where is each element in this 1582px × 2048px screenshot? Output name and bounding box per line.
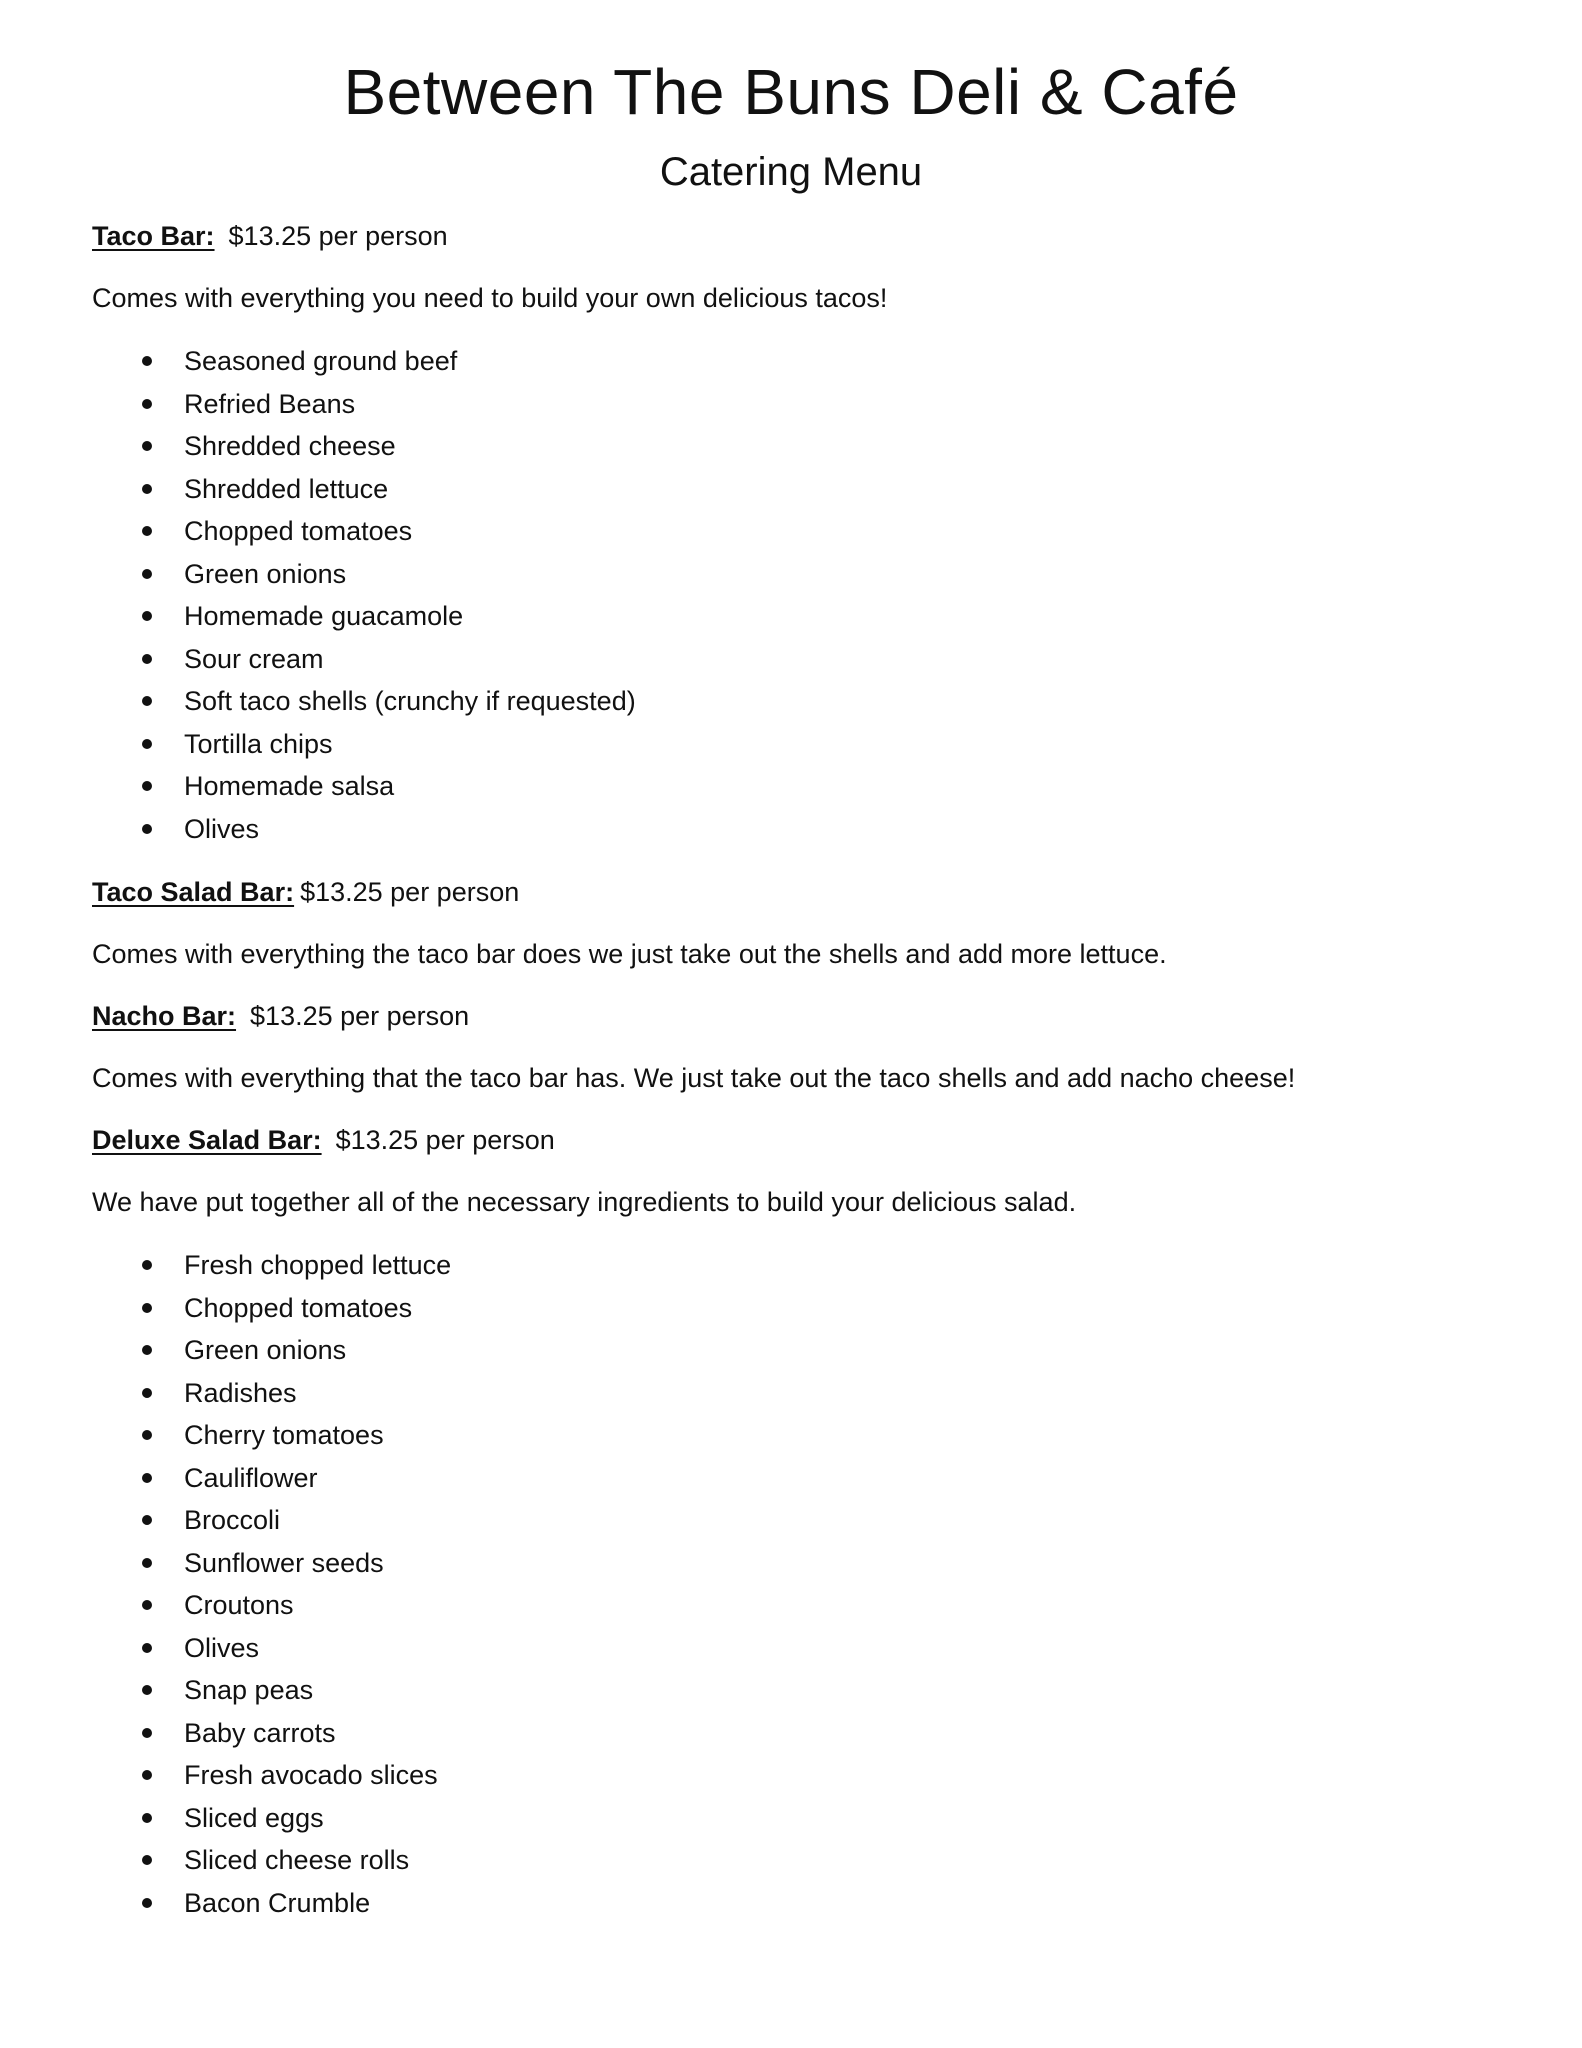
section-price: $13.25 per person	[300, 877, 520, 907]
bullet-icon	[142, 1558, 152, 1568]
bullet-icon	[142, 611, 152, 621]
list-item	[92, 1244, 1490, 1287]
list-item-label: Cherry tomatoes	[184, 1420, 384, 1450]
list-item	[92, 1839, 1490, 1882]
list-item	[92, 1542, 1490, 1585]
section-name: Nacho Bar:	[92, 1001, 237, 1031]
bullet-icon	[142, 1430, 152, 1440]
list-item-label: Green onions	[184, 558, 347, 589]
taco-bar-description: Comes with everything you need to build your own delicious tacos!	[92, 283, 888, 313]
list-item-label: Broccoli	[184, 1505, 281, 1535]
list-item-label: Shredded lettuce	[184, 473, 389, 504]
list-item	[92, 1669, 1490, 1712]
list-item	[92, 1882, 1490, 1925]
bullet-icon	[142, 696, 152, 706]
list-item-label: Olives	[184, 813, 260, 844]
bullet-icon	[142, 1515, 152, 1525]
list-item-label: Fresh chopped lettuce	[184, 1250, 452, 1280]
list-item	[92, 1457, 1490, 1500]
bullet-icon	[142, 1303, 152, 1313]
taco-salad-bar-description: Comes with everything the taco bar does we just take out the shells and add more lettuce.	[92, 939, 1167, 969]
bullet-icon	[142, 1643, 152, 1653]
bullet-icon	[142, 484, 152, 494]
list-item	[92, 468, 1490, 511]
bullet-icon	[142, 1345, 152, 1355]
bullet-icon	[142, 1260, 152, 1270]
bullet-icon	[142, 739, 152, 749]
list-item	[92, 510, 1490, 553]
bullet-icon	[142, 654, 152, 664]
list-item-label: Shredded cheese	[184, 431, 396, 461]
section-price: $13.25 per person	[335, 1125, 555, 1155]
bullet-icon	[142, 1388, 152, 1398]
bullet-icon	[142, 526, 152, 536]
list-item-label: Chopped tomatoes	[184, 516, 413, 546]
list-item-label: Homemade guacamole	[184, 601, 464, 631]
list-item	[92, 1372, 1490, 1415]
list-item-label: Tortilla chips	[184, 728, 333, 759]
list-item-label: Seasoned ground beef	[184, 346, 458, 376]
bullet-icon	[142, 441, 152, 451]
list-item	[92, 1584, 1490, 1627]
list-item-label: Sliced cheese rolls	[184, 1845, 410, 1875]
list-item-label: Refried Beans	[184, 388, 356, 419]
list-item-label: Fresh avocado slices	[184, 1760, 438, 1790]
list-item-label: Homemade salsa	[184, 771, 395, 801]
list-item	[92, 383, 1490, 426]
bullet-icon	[142, 1855, 152, 1865]
list-item	[92, 553, 1490, 596]
list-item	[92, 1712, 1490, 1755]
bullet-icon	[142, 1770, 152, 1780]
taco-bar-heading	[92, 216, 1490, 256]
list-item	[92, 1754, 1490, 1797]
bullet-icon	[142, 1898, 152, 1908]
bullet-icon	[142, 1728, 152, 1738]
bullet-icon	[142, 399, 152, 409]
list-item	[92, 1329, 1490, 1372]
nacho-bar-heading	[92, 996, 1490, 1036]
deluxe-salad-bar-heading	[92, 1120, 1490, 1160]
list-item-label: Green onions	[184, 1335, 347, 1365]
taco-salad-bar-heading	[92, 872, 1490, 912]
list-item	[92, 1797, 1490, 1840]
list-item	[92, 808, 1490, 851]
list-item-label: Radishes	[184, 1377, 297, 1408]
list-item-label: Sliced eggs	[184, 1802, 324, 1833]
list-item	[92, 1414, 1490, 1457]
section-price: $13.25 per person	[228, 221, 448, 251]
list-item-label: Snap peas	[184, 1675, 314, 1705]
list-item	[92, 595, 1490, 638]
section-price: $13.25 per person	[250, 1001, 470, 1031]
list-item-label: Croutons	[184, 1590, 294, 1620]
bullet-icon	[142, 356, 152, 366]
section-name: Taco Bar:	[92, 221, 215, 251]
section-name: Deluxe Salad Bar:	[92, 1125, 322, 1155]
list-item	[92, 765, 1490, 808]
list-item	[92, 425, 1490, 468]
list-item	[92, 1499, 1490, 1542]
bullet-icon	[142, 824, 152, 834]
list-item-label: Sunflower seeds	[184, 1547, 384, 1578]
list-item-label: Sour cream	[184, 643, 324, 674]
list-item	[92, 680, 1490, 723]
taco-bar-item-list	[92, 340, 1490, 850]
page-subtitle: Catering Menu	[659, 150, 923, 194]
list-item-label: Baby carrots	[184, 1717, 336, 1748]
list-item	[92, 340, 1490, 383]
bullet-icon	[142, 1600, 152, 1610]
list-item	[92, 1287, 1490, 1330]
list-item-label: Cauliflower	[184, 1462, 318, 1493]
list-item-label: Soft taco shells (crunchy if requested)	[184, 686, 636, 716]
list-item	[92, 638, 1490, 681]
deluxe-salad-bar-item-list	[92, 1244, 1490, 1924]
page-title: Between The Buns Deli & Café	[343, 56, 1239, 128]
nacho-bar-description: Comes with everything that the taco bar has. We just take out the taco shells and add nacho cheese!	[92, 1063, 1296, 1093]
bullet-icon	[142, 569, 152, 579]
section-name: Taco Salad Bar:	[92, 877, 295, 907]
bullet-icon	[142, 1685, 152, 1695]
bullet-icon	[142, 1813, 152, 1823]
list-item-label: Bacon Crumble	[184, 1887, 371, 1918]
list-item	[92, 723, 1490, 766]
bullet-icon	[142, 781, 152, 791]
bullet-icon	[142, 1473, 152, 1483]
list-item-label: Chopped tomatoes	[184, 1292, 413, 1323]
deluxe-salad-bar-description: We have put together all of the necessary ingredients to build your delicious salad.	[92, 1187, 1077, 1217]
list-item-label: Olives	[184, 1632, 260, 1663]
list-item	[92, 1627, 1490, 1670]
